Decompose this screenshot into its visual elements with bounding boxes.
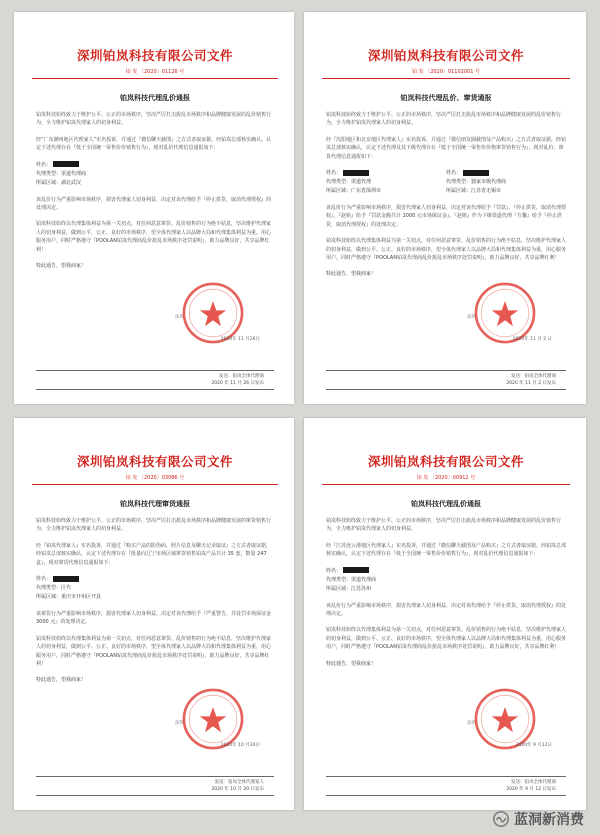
document-footer [36, 776, 274, 796]
notice-document-3 [14, 418, 294, 810]
agent-type-2: 代理类型：独家市级代理商 [446, 179, 507, 186]
document-number: 铂 发 〔2020〕03086 号 [125, 475, 185, 481]
redacted-name [343, 567, 369, 573]
name-label: 姓名： [326, 567, 342, 574]
agent-fields [326, 169, 566, 196]
salutation: 特此通告，望我商家！ [36, 263, 87, 270]
footer-date: 2020 年 10 月 20 日发布 [211, 787, 264, 792]
footer-date: 2020 年 11 月 2 日发布 [506, 381, 556, 386]
redacted-name [53, 161, 79, 167]
agent-type: 代理类型：渠道代理商 [326, 576, 377, 583]
footer-date: 2020 年 9 月 12 日发布 [506, 787, 556, 792]
intro-paragraph: 铂岚科技始终致力于维护公平、公正的市场秩序，坚决严厉打击扰乱市场秩序和品牌健康发展的乱价销售行为，全力维护铂岚代理家人的切身利益。 [326, 518, 562, 533]
wechat-channel-icon [492, 810, 510, 828]
decision-paragraph: 该乱价行为严重影响市场秩序，损害代理家人切身利益，决定对该代理给予『罚款』、『停止供货，取消代理授权』。『赵铭』给予『罚款金额共计 2000 元市场保证金』、『赵铭』作为下级渠道代理『方馨』给予『停止供货，取消代理授权』的处理决定。 [326, 205, 567, 228]
salutation: 特此通告，望我商家！ [36, 677, 87, 684]
decision-paragraph: 该乱价行为严重影响市场秩序，损害代理家人切身利益，决定对该代理给予『停止供货，取消代理授权』的处理决定。 [36, 196, 272, 212]
stamp-date: 2020年 9 月12日 [515, 743, 552, 748]
stamp-company: 深圳 [175, 721, 184, 726]
document-number: 铂 发 〔2020〕01126 号 [125, 69, 185, 75]
notice-document-4 [304, 418, 586, 810]
stamp-date: 2020年 11 月26日 [220, 337, 260, 342]
redacted-name [343, 170, 369, 176]
agent-fields [326, 567, 566, 594]
finding-paragraph: 经『沈阳地区和北京地区代理家人』实名投诉，并通过『微信朋友圈截图及产品购买』之方式者取证据，经铂岚总部核实确认，认定下述代理及其下级代理存在『低于全国统一零售价价格窜货销售行为』，现对乱价、窜货代理信息通报如下： [326, 136, 567, 160]
document-number: 铂 发 〔2020〕00912 号 [416, 475, 476, 481]
finding-paragraph: 经『江苏连云港地区代理家人』实名投诉，并通过『微信聊天截图及产品购买』之方式者取证据，经铂岚总部核实确认，认定下述代理存在『低于全国统一零售价价销售行为』，现对乱价代理信息通报如下： [326, 542, 567, 558]
notice-document-1 [14, 12, 294, 404]
footer-issuer: 发送：铂岚全体代理家人 [214, 780, 264, 785]
footer-issuer: 发送：铂岚全体代理商 [219, 374, 264, 379]
header-divider [322, 484, 570, 485]
header-divider [32, 484, 278, 485]
intro-paragraph: 铂岚科技始终致力于维护公平、公正的市场秩序，坚决严厉打击扰乱市场秩序和品牌健康发展的乱价销售行为，全力维护铂岚代理家人的切身利益。 [326, 112, 562, 127]
name-label: 姓名： [36, 576, 52, 583]
intro-paragraph: 铂岚科技始终致力于维护公平、公正的市场秩序，坚决严厉打击扰乱市场秩序和品牌健康发展的窜货销售行为，全力维护铂岚代理家人的切身利益。 [36, 518, 272, 533]
stamp-date: 2020年 10 月20日 [220, 743, 260, 748]
stamp-company: 深圳 [467, 721, 476, 726]
agent-region: 所属区域：湖北武汉 [36, 179, 82, 186]
document-header: 深圳铂岚科技有限公司文件 [76, 454, 233, 469]
watermark-text: 蓝洞新消费 [514, 812, 584, 828]
agent-type: 代理类型：渠道代理 [326, 179, 372, 186]
closing-paragraph: 铂岚科技始终以代理集体利益为第一关切点，对任何恶意窜货、乱价销售的行为绝不姑息，坚决维护代理家人的切身利益，做到公平、公正、良好的市场秩序，望全体代理家人以品牌大局和代理集体利益为重，用心服务用户，同时严格遵守『POOLAN铂岚代理商乱价扰乱市场秩序处罚说明』，助力品牌良好，共享品牌红利！ [36, 221, 272, 253]
notice-title: 铂岚科技代理窜货通报 [120, 500, 190, 508]
closing-paragraph: 铂岚科技始终以代理集体利益为第一关切点，对任何恶意窜货、乱价销售的行为绝不姑息，坚决维护代理家人的切身利益，做到公平、公正、良好的市场秩序，望全体代理家人以品牌大局和代理集体利益为重，用心服务用户，同时严格遵守『POOLAN铂岚代理商乱价扰乱市场秩序处罚说明』，助力品牌良好，共享品牌红利！ [36, 635, 272, 668]
salutation: 特此通告，望我商家！ [326, 271, 377, 278]
intro-paragraph: 铂岚科技始终致力于维护公平、公正的市场秩序，坚决严厉打击扰乱市场秩序和品牌健康发展的乱价销售行为，全力维护铂岚代理家人的切身利益。 [36, 112, 272, 127]
document-header: 深圳铂岚科技有限公司文件 [367, 454, 524, 469]
notice-title: 铂岚科技代理乱价、窜货通报 [400, 94, 492, 102]
closing-paragraph: 铂岚科技始终以代理集体利益为第一关切点，对任何恶意窜货、乱价销售的行为绝不姑息，坚决维护代理家人的切身利益，做到公平、公正、良好的市场秩序，望全体代理家人以品牌大局和代理集体利益为重，用心服务用户，同时严格遵守『POOLAN铂岚代理商乱价扰乱市场秩序处罚说明』，助力品牌良好，共享品牌红利！ [326, 627, 567, 651]
agent-region: 所属区域：重庆市开州区开县 [36, 594, 102, 601]
header-divider [32, 78, 278, 79]
agent-type: 代理类型：区代 [36, 585, 72, 592]
footer-issuer: 发送：铂岚全体代理商 [511, 374, 556, 379]
finding-paragraph: 经“广东潮州地区代理家人”实名投诉，并通过『微信聊天截图』之方式者取证据，经铂岚总部核实确认，认定下述代理存在『低于全国统一零售价价销售行为』，现对乱价代理信息通报如下： [36, 136, 272, 152]
document-number: 铂 发 〔2020〕01102001 号 [412, 69, 480, 75]
stamp-company: 深圳 [467, 315, 476, 320]
watermark [492, 809, 584, 829]
name-label: 姓名： [36, 161, 52, 168]
document-footer [326, 370, 566, 390]
footer-issuer: 发送：铂岚全体代理商 [511, 780, 556, 785]
agent-fields [36, 575, 274, 602]
document-header: 深圳铂岚科技有限公司文件 [367, 48, 524, 63]
closing-paragraph: 铂岚科技始终以代理集体利益为第一关切点，对任何恶意窜货、乱价销售的行为绝不姑息，坚决维护代理家人的切身利益，做到公平、公正、良好的市场秩序，望全体代理家人以品牌大局和代理集体利益为重，用心服务用户，同时严格遵守『POOLAN铂岚代理商乱价扰乱市场秩序处罚说明』，助力品牌良好，共享品牌红利！ [326, 238, 567, 262]
finding-paragraph: 经『铂岚代理家人』实名投诉，并通过『购买产品的防伪码、照片信息及聊天记录取证』之方式者取证据，经铂岚总部核实确认，认定下述代理存在『批量向辽宁市场区域窜货销售铂岚产品共计 35 套，数量 247 盒』，现对窜货代理信息通报如下： [36, 542, 272, 566]
redacted-name-2 [463, 170, 489, 176]
document-footer [326, 776, 566, 796]
footer-date: 2020 年 11 月 26 日发布 [211, 381, 264, 386]
agent-region: 所属区域：广东省深圳市 [326, 188, 382, 195]
document-footer [36, 370, 274, 390]
salutation: 特此通告，望我商家！ [326, 660, 377, 667]
decision-paragraph: 该窜货行为严重影响市场秩序，损害代理家人切身利益，决定对该代理给予『严重警告，并处罚市场保证金 3000 元』的处理决定。 [36, 611, 272, 626]
redacted-name [53, 576, 79, 582]
notice-title: 铂岚科技代理乱价通报 [120, 94, 190, 102]
header-divider [322, 78, 570, 79]
stamp-date: 2020年 11 月 2 日 [512, 337, 552, 342]
agent-region-2: 所属区域：江苏省无锡市 [446, 188, 502, 195]
notice-title: 铂岚科技代理乱价通报 [411, 500, 481, 508]
notice-document-2 [304, 12, 586, 404]
document-header: 深圳铂岚科技有限公司文件 [76, 48, 233, 63]
name-label: 姓名： [326, 170, 342, 177]
name-label-2: 姓名： [446, 170, 462, 177]
agent-fields [36, 161, 274, 188]
decision-paragraph: 该乱价行为严重影响市场秩序，损害代理家人切身利益，决定对该代理给予『停止供货，取消代理授权』的处理决定。 [326, 602, 567, 618]
stamp-company: 深圳 [175, 315, 184, 320]
agent-region: 所属区域：江苏苏州 [326, 585, 372, 592]
agent-type: 代理类型：渠道代理商 [36, 170, 87, 177]
